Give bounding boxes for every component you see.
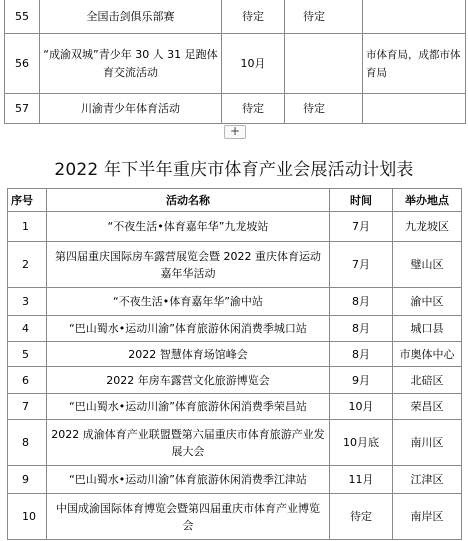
activity-name: “巴山蜀水•运动川渝”体育旅游休闲消费季江津站 <box>47 466 330 494</box>
activity-date: 待定 <box>285 0 363 34</box>
row-number: 5 <box>8 342 47 367</box>
activity-time: 9月 <box>330 367 393 394</box>
activity-name: 第四届重庆国际房车露营展览会暨 2022 重庆体育运动嘉年华活动 <box>47 242 330 288</box>
header-time: 时间 <box>330 189 393 212</box>
activity-date <box>285 34 363 94</box>
table-row <box>8 494 462 540</box>
activity-location: 九龙坡区 <box>393 212 462 242</box>
table-row <box>8 342 462 367</box>
activity-time: 待定 <box>222 94 285 124</box>
row-number: 10 <box>8 494 47 540</box>
activity-location: 南岸区 <box>393 494 462 540</box>
row-number: 6 <box>8 367 47 394</box>
table-row <box>8 288 462 316</box>
table-row <box>8 367 462 394</box>
header-location: 举办地点 <box>393 189 462 212</box>
activity-time: 11月 <box>330 466 393 494</box>
activity-time: 10月 <box>330 394 393 420</box>
organizer: 市体育局，成都市体育局 <box>363 34 466 94</box>
activity-location: 江津区 <box>393 466 462 494</box>
activity-time: 10月底 <box>330 420 393 466</box>
activity-name: 2022 成渝体育产业联盟暨第六届重庆市体育旅游产业发展大会 <box>47 420 330 466</box>
table-header-row <box>8 189 462 212</box>
row-number: 4 <box>8 316 47 342</box>
activity-name: 川渝青少年体育活动 <box>40 94 222 124</box>
activity-time: 7月 <box>330 212 393 242</box>
page-title: 2022 年下半年重庆市体育产业会展活动计划表 <box>54 160 414 180</box>
activity-time: 8月 <box>330 342 393 367</box>
activity-location: 市奥体中心 <box>393 342 462 367</box>
activity-name: “不夜生活•体育嘉年华”九龙坡站 <box>47 212 330 242</box>
row-number: 7 <box>8 394 47 420</box>
activity-name: 中国成渝国际体育博览会暨第四届重庆市体育产业博览会 <box>47 494 330 540</box>
activity-name: “巴山蜀水•运动川渝”体育旅游休闲消费季城口站 <box>47 316 330 342</box>
table-row <box>8 242 462 288</box>
organizer <box>363 94 466 124</box>
row-number: 57 <box>5 94 40 124</box>
activity-date: 待定 <box>285 94 363 124</box>
activity-name: 全国击剑俱乐部赛 <box>40 0 222 34</box>
activity-time: 待定 <box>330 494 393 540</box>
activity-location: 城口县 <box>393 316 462 342</box>
activity-time: 待定 <box>222 0 285 34</box>
table-row <box>8 420 462 466</box>
header-number: 序号 <box>8 189 47 212</box>
activity-location: 北碚区 <box>393 367 462 394</box>
activity-location: 南川区 <box>393 420 462 466</box>
row-number: 56 <box>5 34 40 94</box>
table-row <box>5 94 466 124</box>
row-number: 1 <box>8 212 47 242</box>
table-row <box>8 466 462 494</box>
table-row <box>8 394 462 420</box>
activity-name: “巴山蜀水•运动川渝”体育旅游休闲消费季荣昌站 <box>47 394 330 420</box>
activity-location: 荣昌区 <box>393 394 462 420</box>
activity-time: 8月 <box>330 316 393 342</box>
row-number: 3 <box>8 288 47 316</box>
activity-name: “不夜生活•体育嘉年华”渝中站 <box>47 288 330 316</box>
activity-time: 8月 <box>330 288 393 316</box>
activity-location: 渝中区 <box>393 288 462 316</box>
table-row <box>5 0 466 34</box>
activity-time: 10月 <box>222 34 285 94</box>
header-activity-name: 活动名称 <box>47 189 330 212</box>
table-row <box>8 212 462 242</box>
activity-name: “成渝双城”青少年 30 人 31 足跑体育交流活动 <box>40 34 222 94</box>
row-number: 9 <box>8 466 47 494</box>
previous-activity-table <box>4 0 466 124</box>
activity-time: 7月 <box>330 242 393 288</box>
add-row-button[interactable]: + <box>224 125 246 139</box>
activity-name: 2022 智慧体育场馆峰会 <box>47 342 330 367</box>
activity-location: 璧山区 <box>393 242 462 288</box>
row-number: 55 <box>5 0 40 34</box>
table-row <box>8 316 462 342</box>
table-row <box>5 34 466 94</box>
event-plan-table <box>7 188 462 540</box>
activity-name: 2022 年房车露营文化旅游博览会 <box>47 367 330 394</box>
row-number: 2 <box>8 242 47 288</box>
organizer <box>363 0 466 34</box>
row-number: 8 <box>8 420 47 466</box>
